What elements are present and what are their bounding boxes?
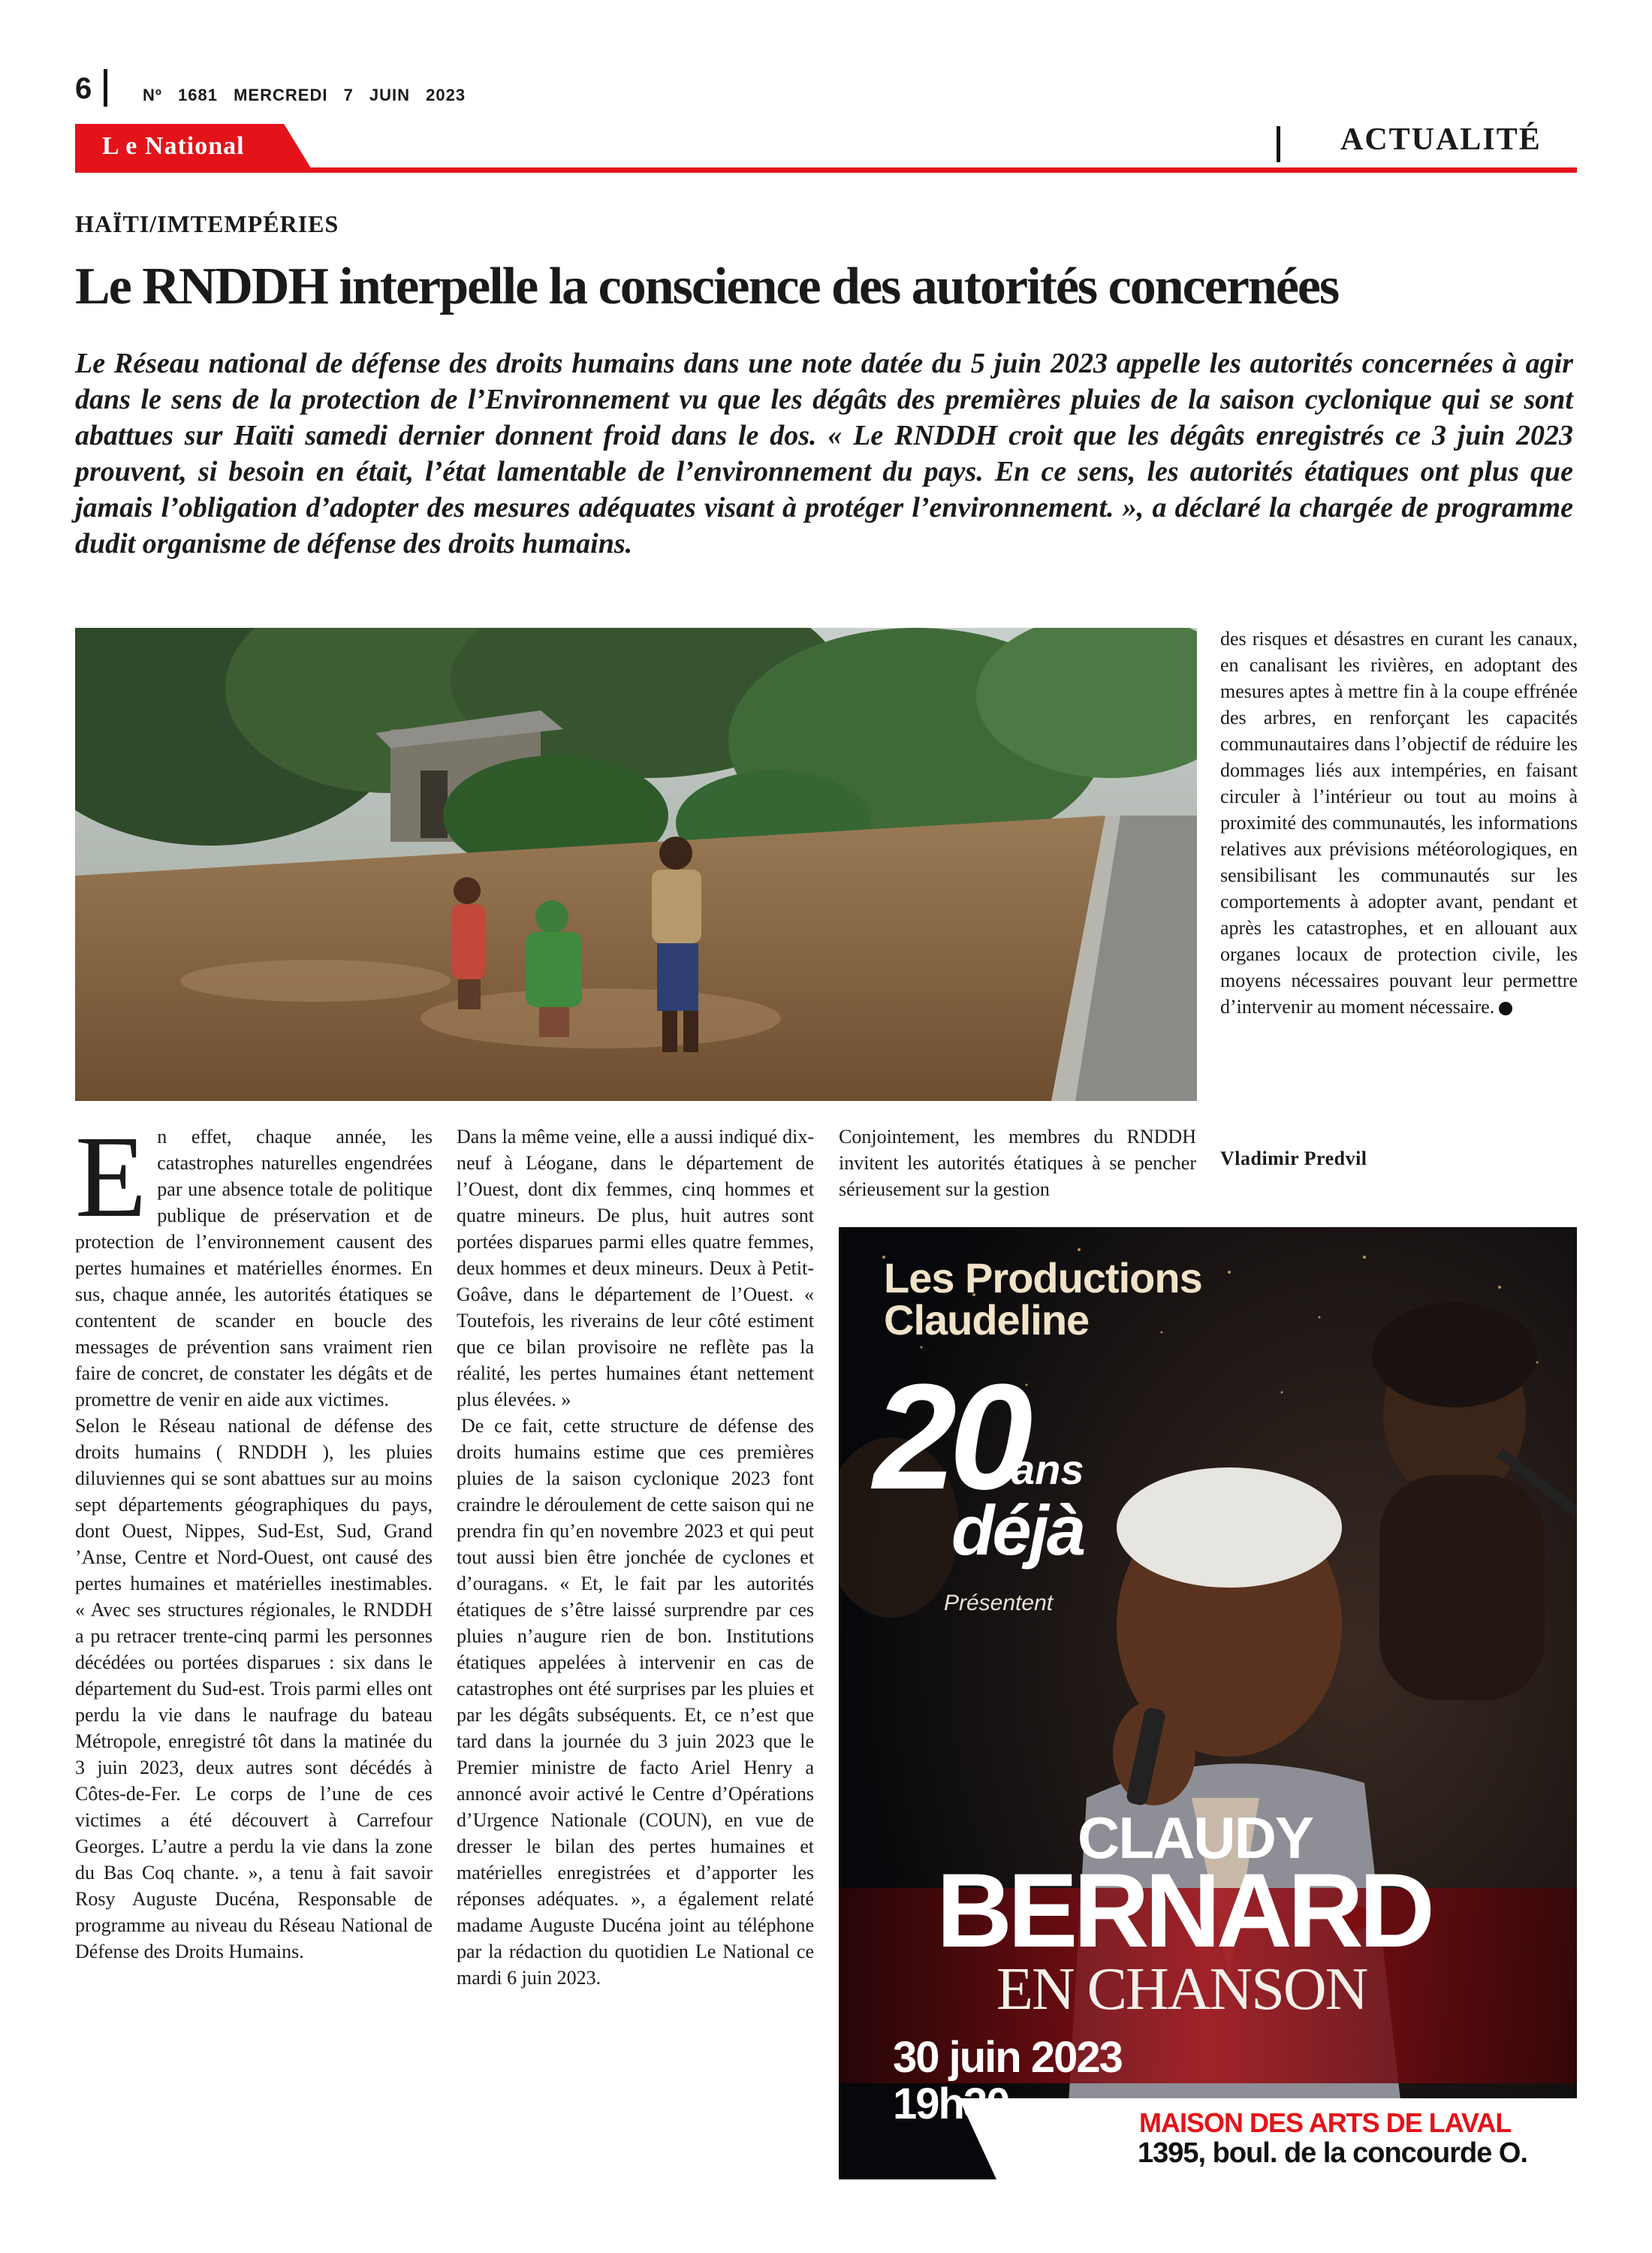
issue-date: 7 JUIN 2023 — [343, 86, 466, 104]
ad-date-time — [893, 2034, 1122, 2128]
header-rule — [75, 167, 1577, 173]
issue-number: Nº 1681 — [143, 86, 218, 104]
article-kicker: HAÏTI/IMTEMPÉRIES — [75, 210, 339, 237]
issue-day: MERCREDI — [234, 86, 328, 104]
column-1-paragraph-2: Selon le Réseau national de défense des droits humains ( RNDDH ), les pluies diluviennes qui se sont abattues sur au moins sept départements géographiques du pays, dont Ouest, Nippes, Sud-Est, Sud, Grand ’Anse, Centre et Nord-Ouest, ont causé des pertes humaines et matérielles inestimables. « Avec ses structures régionales, le RNDDH a pu retracer trente-cinq parmi les personnes décédées ou portées disparues : six dans le département du Sud-est. Trois parmi elles ont perdu la vie dans le naufrage du bateau Métropole, enregistré tôt dans la matinée du 3 juin 2023, deux autres sont décédés à Côtes-de-Fer. Le corps de l’une de ces victimes a été découvert à Carrefour Georges. L’autre a perdu la vie dans la zone du Bas Coq chante. », a tenu à fait savoir Rosy Auguste Ducéna, Responsable de programme au niveau du Réseau National de Défense des Droits Humains. — [75, 1415, 433, 1962]
concert-advertisement — [839, 1227, 1577, 2179]
end-of-article-icon — [1499, 1002, 1512, 1015]
column-2-paragraph-1: Dans la même veine, elle a aussi indiqué dix-neuf à Léogane, dans le département de l’Ouest, dont dix femmes, cinq hommes et quatre mineurs. De plus, huit autres sont portées disparues parmi elles quatre femmes, deux hommes et deux mineurs. Deux à Petit-Goâve, dans le département de l’Ouest. « Toutefois, les riverains de leur côté estiment que ce bilan provisoire ne reflète pas la réalité, les pertes humaines étant nettement plus élevées. » — [457, 1126, 814, 1410]
article-column-3 — [839, 1123, 1196, 1202]
drop-cap: E — [75, 1111, 147, 1241]
column-4-paragraph-1: des risques et désastres en curant les canaux, en canalisant les rivières, en adoptant des mesures aptes à mettre fin à la coupe effrénée des arbres, en renforçant les capacités communautaires dans l’objectif de réduire les dommages liés aux intempéries, en faisant circuler à l’intérieur ou tout au moins à proximité des communautés, les informations relatives aux prévisions météorologiques, en sensibilisant les communautés sur les comportements à adopter avant, pendant et après les catastrophes, et en allouant aux organes locaux de protection civile, les moyens nécessaires pouvant leur permettre d’intervenir au moment nécessaire. — [1220, 628, 1578, 1018]
article-column-2 — [457, 1123, 814, 1991]
ad-date: 30 juin 2023 — [893, 2033, 1122, 2082]
issue-line — [143, 86, 466, 105]
ad-artist-last-name: BERNARD — [936, 1851, 1430, 1969]
column-2-paragraph-2: De ce fait, cette structure de défense des droits humains estime que ces premières pluies de la saison cyclonique 2023 font craindre le déroulement de cette saison qui ne prendra fin qu’en novembre 2023 et qui peut tout aussi bien être jonchée de cyclones et d’ouragans. « Et, le fait par les autorités étatiques de s’être laissé surprendre par ces pluies n’augure rien de bon. Institutions étatiques appelées à intervenir en cas de catastrophes ont été surprises par les pluies et par les dégâts subséquents. Et, ce n’est que tard dans la journée du 3 juin 2023 que le Premier ministre de facto Ariel Henry a annoncé avoir activé le Centre d’Opérations d’Urgence Nationale (COUN), en vue de dresser le bilan des pertes humaines et matérielles enregistrées et d’apporter les réponses adéquates. », a également relaté madame Auguste Ducéna joint au téléphone par la rédaction du quotidien Le National ce mardi 6 juin 2023. — [457, 1415, 814, 1989]
column-3-paragraph-1: Conjointement, les membres du RNDDH invitent les autorités étatiques à se pencher sérieusement sur la gestion — [839, 1126, 1196, 1200]
article-lede: Le Réseau national de défense des droits humains dans une note datée du 5 juin 2023 appelle les autorités concernées à agir dans le sens de la protection de l’Environnement vu que les dégâts des premières pluies de la saison cyclonique qui se sont abattues sur Haïti samedi dernier donnent froid dans le dos. « Le RNDDH croit que les dégâts enregistrés ce 3 juin 2023 prouvent, si besoin en était, l’état lamentable de l’environnement du pays. En ce sens, les autorités étatiques ont plus que jamais l’obligation d’adopter des mesures adéquates visant à protéger l’environnement. », a déclaré la chargée de programme dudit organisme de défense des droits humains. — [75, 348, 1573, 559]
section-label: ACTUALITÉ — [1340, 122, 1542, 157]
flood-photo — [75, 628, 1197, 1101]
ad-producer: Les Productions Claudeline — [884, 1254, 1202, 1344]
ad-time: 19h30 — [893, 2080, 1009, 2128]
article-column-1 — [75, 1111, 433, 1965]
ad-anniversary-deja: déjà — [951, 1491, 1084, 1570]
article-byline: Vladimir Predvil — [1220, 1148, 1367, 1169]
newspaper-brand: L e National — [102, 132, 245, 160]
ad-show-title: EN CHANSON — [996, 1956, 1367, 2022]
column-1-paragraph-1: En effet, chaque année, les catastrophes naturelles engendrées par une absence totale de politique publique de préservation et de protection de l’environnement causent des pertes humaines et matérielles énormes. En sus, chaque année, les autorités étatiques se contentent de scander en boucle des messages de prévention sans vraiment rien faire de concret, de constater les dégâts et de promettre de venir en aide aux victimes. — [75, 1111, 433, 1410]
article-column-4 — [1220, 626, 1578, 1020]
section-divider — [1277, 126, 1280, 162]
ad-anniversary-ans: ans — [1011, 1446, 1084, 1493]
page-number-divider — [104, 69, 107, 107]
ad-venue: MAISON DES ARTS DE LAVAL — [1139, 2107, 1512, 2138]
page-number: 6 — [75, 72, 92, 105]
ad-artist-first-name: CLAUDY — [1078, 1805, 1313, 1871]
ad-anniversary-number: 20 — [873, 1353, 1026, 1521]
ad-presentent: Présentent — [944, 1591, 1054, 1615]
ad-address: 1395, boul. de la concourde O. — [1138, 2137, 1528, 2169]
article-headline: Le RNDDH interpelle la conscience des autorités concernées — [75, 258, 1339, 315]
